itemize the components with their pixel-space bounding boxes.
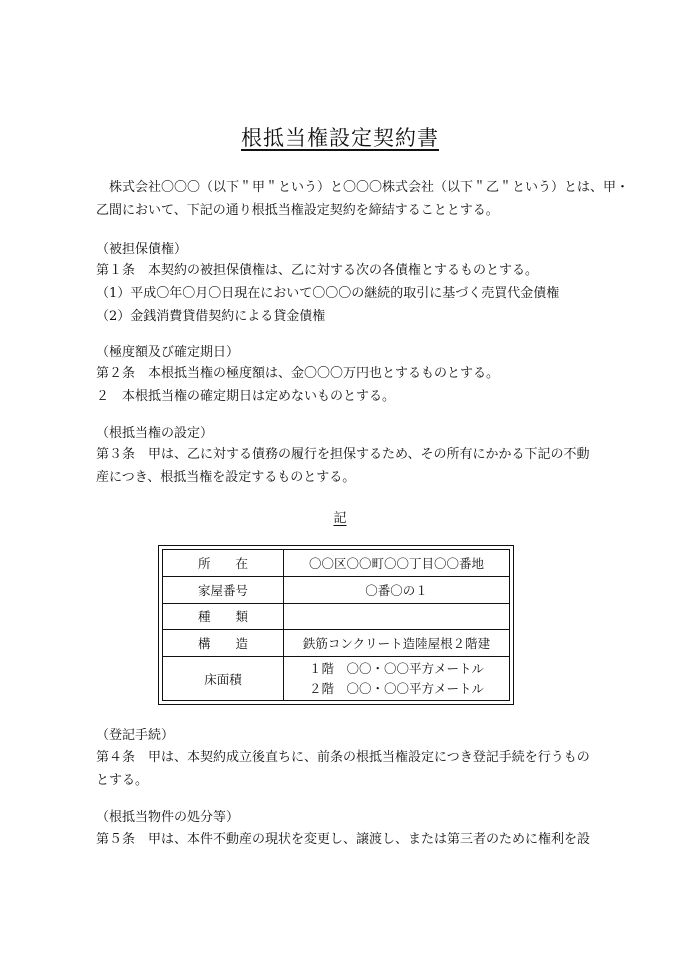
article-line: 第１条 本契約の被担保債権は、乙に対する次の各債権とするものとする。 [96,263,539,278]
article-line: 第２条 本根抵当権の極度額は、金〇〇〇万円也とするものとする。 [96,366,500,381]
table-row [163,657,510,701]
article-3-heading: （根抵当権の設定） [96,426,214,441]
table-row [163,630,510,657]
table-value: 〇〇区〇〇町〇〇丁目〇〇番地 [284,550,510,577]
article-1-heading: （被担保債権） [96,242,188,257]
article-line: 産につき、根抵当権を設定するものとする。 [96,470,356,485]
table-row [163,550,510,577]
article-line: 第３条 甲は、乙に対する債務の履行を担保するため、その所有にかかる下記の不動 [96,447,590,462]
table-value [284,603,510,630]
table-value: 〇番〇の１ [284,576,510,603]
table-value: 鉄筋コンクリート造陸屋根２階建 [284,630,510,657]
floor-area-line: １階 〇〇・〇〇平方メートル [308,660,484,676]
intro-paragraph [96,176,630,222]
table-label: 種 類 [163,603,284,630]
article-line: 第５条 甲は、本件不動産の現状を変更し、譲渡し、または第三者のために権利を設 [96,832,591,847]
article-line: （1）平成〇年〇月〇日現在において〇〇〇の継続的取引に基づく売買代金債権 [96,286,560,301]
article-line: ２ 本根抵当権の確定期日は定めないものとする。 [96,389,396,404]
table-label: 床面積 [163,657,284,701]
property-table [162,549,510,701]
article-2-body [96,362,586,408]
article-1-body [96,259,586,328]
article-2-heading: （極度額及び確定期日） [96,345,240,360]
table-value-floor-area [284,657,510,701]
table-label: 家屋番号 [163,576,284,603]
document-title: 根抵当権設定契約書 [241,126,439,150]
article-line: 第４条 甲は、本契約成立後直ちに、前条の根抵当権設定につき登記手続を行うもの [96,750,590,765]
table-label: 所 在 [163,550,284,577]
ki-heading: 記 [333,511,347,526]
floor-area-line: ２階 〇〇・〇〇平方メートル [308,680,484,696]
article-5-body [96,828,591,851]
table-label: 構 造 [163,630,284,657]
table-row [163,603,510,630]
table-row [163,576,510,603]
article-line: （2）金銭消費貸借契約による貸金債権 [96,309,326,324]
article-5-heading: （根抵当物件の処分等） [96,810,240,825]
article-line: とする。 [96,773,149,788]
article-4-body [96,746,590,792]
intro-line: 乙間において、下記の通り根抵当権設定契約を締結することとする。 [96,203,499,218]
property-table-frame [158,545,514,705]
intro-line: 株式会社〇〇〇（以下＂甲＂という）と〇〇〇株式会社（以下＂乙＂という）とは、甲・ [109,180,630,195]
article-3-body [96,443,590,489]
article-4-heading: （登記手続） [96,728,175,743]
